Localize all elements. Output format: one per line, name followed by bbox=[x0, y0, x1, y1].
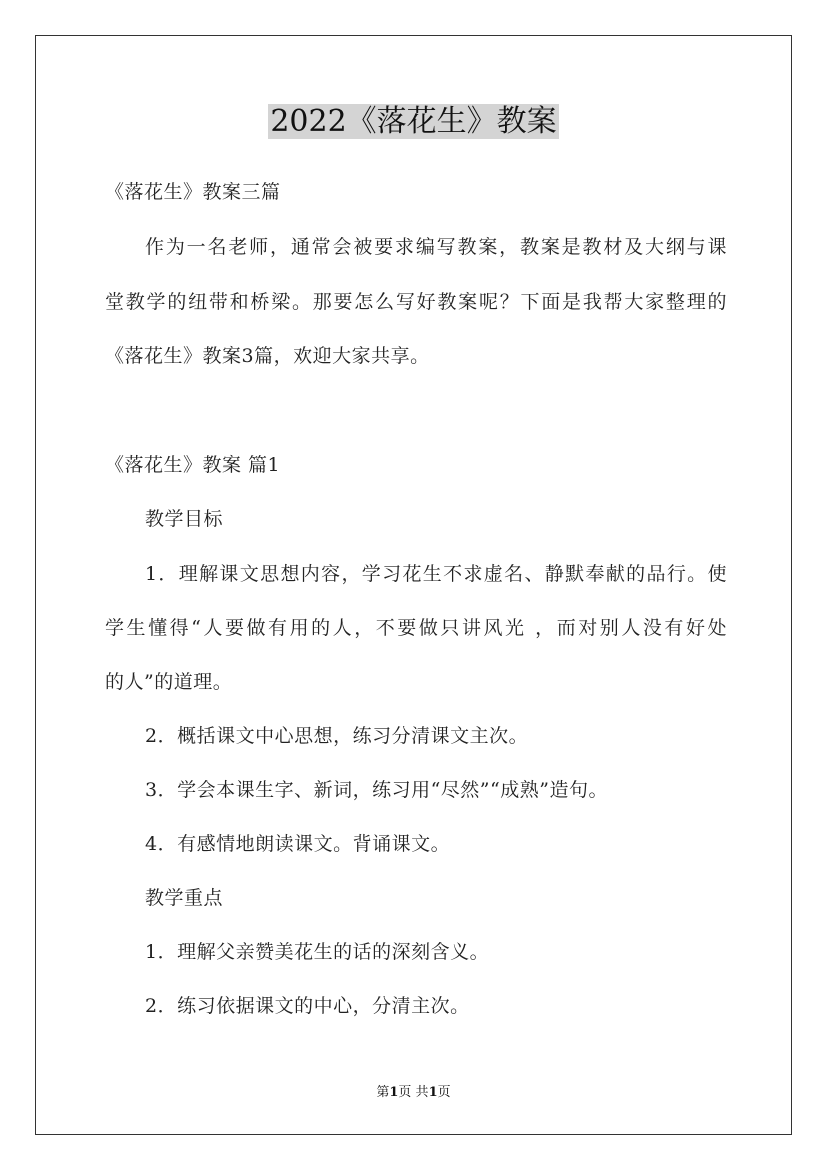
footer-page-mid: 页 共 bbox=[398, 1085, 429, 1100]
footer-page-total: 1 bbox=[428, 1085, 438, 1100]
document-subtitle: 《落花生》教案三篇 bbox=[105, 181, 281, 203]
intro-paragraph-line-1: 作为一名老师，通常会被要求编写教案，教案是教材及大纲与课 bbox=[145, 236, 727, 258]
intro-paragraph-line-3: 《落花生》教案3篇，欢迎大家共享。 bbox=[105, 345, 430, 367]
focus-heading: 教学重点 bbox=[145, 887, 224, 909]
intro-paragraph-line-2: 堂教学的纽带和桥梁。那要怎么写好教案呢？下面是我帮大家整理的 bbox=[105, 291, 727, 313]
goal-2: 2．概括课文中心思想，练习分清课文主次。 bbox=[145, 725, 529, 747]
footer-page-current: 1 bbox=[389, 1085, 399, 1100]
footer-page-prefix: 第 bbox=[376, 1085, 390, 1100]
focus-2: 2．练习依据课文的中心，分清主次。 bbox=[145, 995, 470, 1017]
goal-1-line-2: 学生懂得“人要做有用的人，不要做只讲风光 ，而对别人没有好处 bbox=[105, 617, 727, 639]
page-footer bbox=[0, 1083, 827, 1103]
focus-1: 1．理解父亲赞美花生的话的深刻含义。 bbox=[145, 941, 490, 963]
goal-1-line-3: 的人”的道理。 bbox=[105, 671, 233, 693]
goal-4: 4．有感情地朗读课文。背诵课文。 bbox=[145, 833, 451, 855]
goal-1-line-1: 1．理解课文思想内容，学习花生不求虚名、静默奉献的品行。使 bbox=[145, 563, 727, 585]
document-title bbox=[0, 100, 827, 144]
section-heading: 《落花生》教案 篇1 bbox=[105, 454, 281, 476]
goal-3: 3．学会本课生字、新词，练习用“尽然”“成熟”造句。 bbox=[145, 779, 608, 801]
document-title-text: 2022《落花生》教案 bbox=[270, 104, 557, 139]
footer-page-suffix: 页 bbox=[437, 1085, 451, 1100]
goals-heading: 教学目标 bbox=[145, 508, 224, 530]
